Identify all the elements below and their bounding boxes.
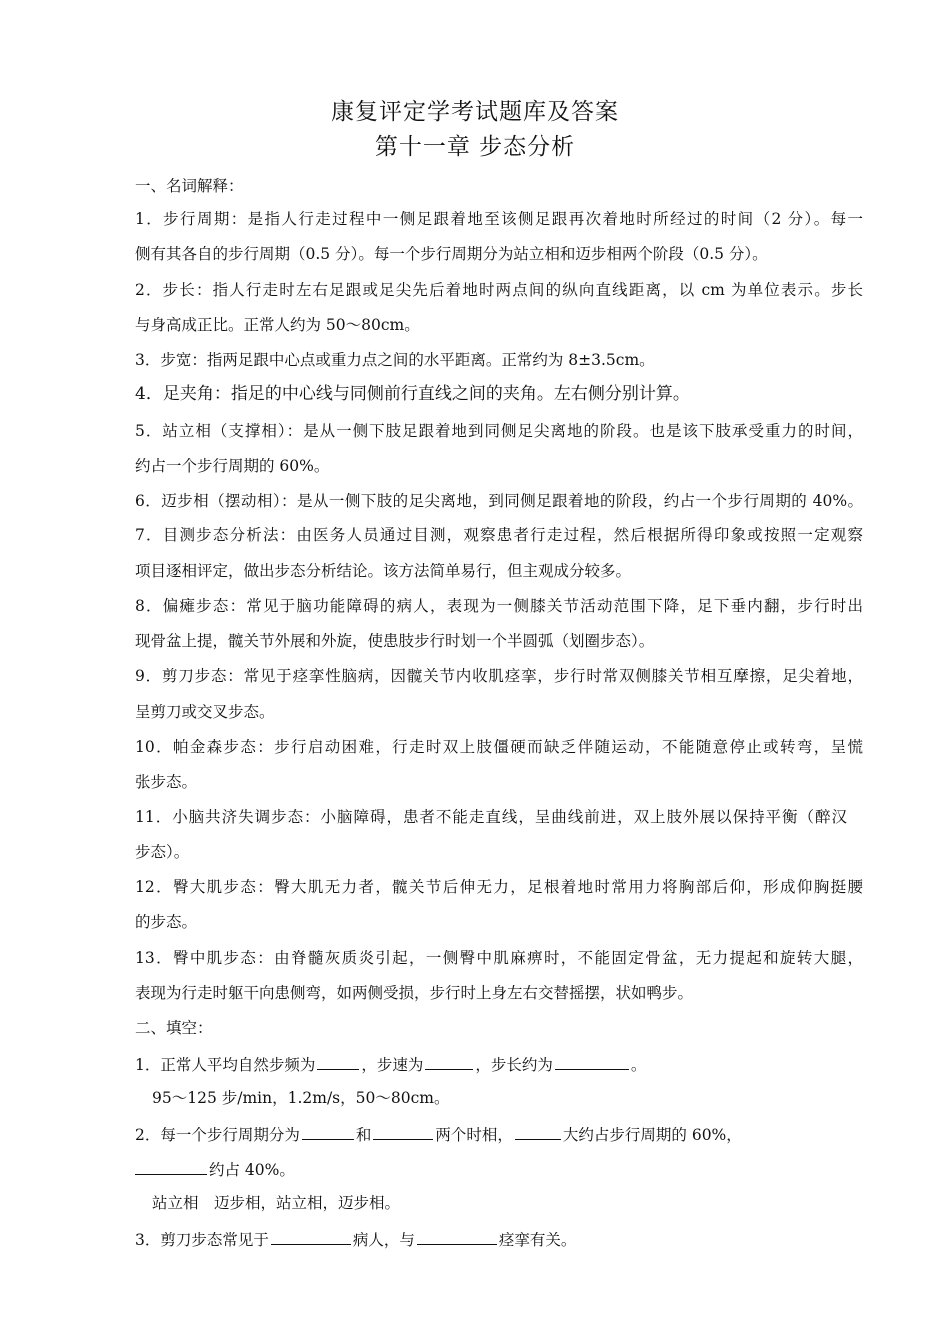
text-line: 3．步宽：指两足跟中心点或重力点之间的水平距离。正常约为 8±3.5cm。: [135, 351, 655, 369]
chapter-title: 第十一章 步态分析: [374, 134, 576, 160]
fill-question-2-cont: [135, 1157, 863, 1181]
answer-blank: [373, 1122, 433, 1140]
text-line: 步态）。: [135, 843, 190, 861]
text-line: 11．小脑共济失调步态：小脑障碍，患者不能走直线，呈曲线前进，双上肢外展以保持平衡（醉汉: [135, 808, 847, 826]
text-line: 10．帕金森步态：步行启动困难，行走时双上肢僵硬而缺乏伴随运动，不能随意停止或转弯，呈慌: [135, 738, 863, 756]
answer-blank: [515, 1122, 561, 1140]
question-text: 1．正常人平均自然步频为: [135, 1056, 316, 1074]
text-line: 张步态。: [135, 773, 198, 791]
fill-question-2: [135, 1122, 863, 1146]
question-text: 两个时相，: [435, 1126, 513, 1144]
question-text: 约占 40%。: [209, 1161, 295, 1179]
answer-blank: [302, 1122, 354, 1140]
text-line: 约占一个步行周期的 60%。: [135, 457, 330, 475]
fill-question-1: [135, 1052, 863, 1076]
answer-blank: [135, 1157, 207, 1175]
text-line: 4．足夹角：指足的中心线与同侧前行直线之间的夹角。左右侧分别计算。: [135, 384, 690, 404]
text-line: 表现为行走时躯干向患侧弯，如两侧受损，步行时上身左右交替摇摆，状如鸭步。: [135, 984, 694, 1002]
question-text: 大约占步行周期的 60%，: [562, 1126, 742, 1144]
question-text: 3．剪刀步态常见于: [135, 1231, 269, 1249]
question-text: 。: [630, 1056, 647, 1074]
answer-blank: [417, 1227, 497, 1245]
answer-blank: [317, 1052, 359, 1070]
question-text: 痉挛有关。: [498, 1231, 577, 1249]
answer-line: 95～125 步/min，1.2m/s，50～80cm。: [152, 1089, 450, 1107]
answer-blank: [425, 1052, 473, 1070]
text-line: 与身高成正比。正常人约为 50～80cm。: [135, 316, 420, 334]
question-text: 2．每一个步行周期分为: [135, 1126, 300, 1144]
question-text: ，步速为: [361, 1056, 424, 1074]
document-title: 康复评定学考试题库及答案: [331, 99, 619, 125]
answer-line: 站立相 迈步相，站立相，迈步相。: [152, 1194, 401, 1212]
text-line: 13．臀中肌步态：由脊髓灰质炎引起，一侧臀中肌麻痹时，不能固定骨盆，无力提起和旋转大腿，: [135, 949, 863, 967]
question-text: 和: [355, 1126, 372, 1144]
text-line: 2．步长：指人行走时左右足跟或足尖先后着地时两点间的纵向直线距离，以 cm 为单位表示。步长: [135, 281, 863, 299]
question-text: 病人，与: [352, 1231, 415, 1249]
text-line: 5．站立相（支撑相）：是从一侧下肢足跟着地到同侧足尖离地的阶段。也是该下肢承受重力的时间，: [135, 422, 863, 440]
section-heading: 二、填空：: [135, 1019, 213, 1037]
text-line: 7．目测步态分析法：由医务人员通过目测，观察患者行走过程，然后根据所得印象或按照一定观察: [135, 526, 863, 544]
text-line: 项目逐相评定，做出步态分析结论。该方法简单易行，但主观成分较多。: [135, 562, 632, 580]
answer-blank: [555, 1052, 629, 1070]
text-line: 侧有其各自的步行周期（0.5 分）。每一个步行周期分为站立相和迈步相两个阶段（0.5 分）。: [135, 245, 768, 263]
text-line: 6．迈步相（摆动相）：是从一侧下肢的足尖离地，到同侧足跟着地的阶段，约占一个步行周期的 40%。: [135, 492, 863, 510]
text-line: 8．偏瘫步态：常见于脑功能障碍的病人，表现为一侧膝关节活动范围下降，足下垂内翻，步行时出: [135, 597, 863, 615]
text-line: 1．步行周期：是指人行走过程中一侧足跟着地至该侧足跟再次着地时所经过的时间（2 分）。每一: [135, 210, 863, 228]
text-line: 9．剪刀步态：常见于痉挛性脑病，因髋关节内收肌痉挛，步行时常双侧膝关节相互摩擦，足尖着地，: [135, 667, 863, 685]
text-line: 呈剪刀或交叉步态。: [135, 703, 275, 721]
fill-question-3: [135, 1227, 863, 1251]
question-text: ，步长约为: [475, 1056, 553, 1074]
section-heading: 一、名词解释：: [135, 177, 244, 195]
answer-blank: [271, 1227, 351, 1245]
text-line: 12．臀大肌步态：臀大肌无力者，髋关节后伸无力，足根着地时常用力将胸部后仰，形成仰胸挺腰: [135, 878, 863, 896]
text-line: 现骨盆上提，髋关节外展和外旋，使患肢步行时划一个半圆弧（划圈步态）。: [135, 632, 655, 650]
text-line: 的步态。: [135, 913, 198, 931]
